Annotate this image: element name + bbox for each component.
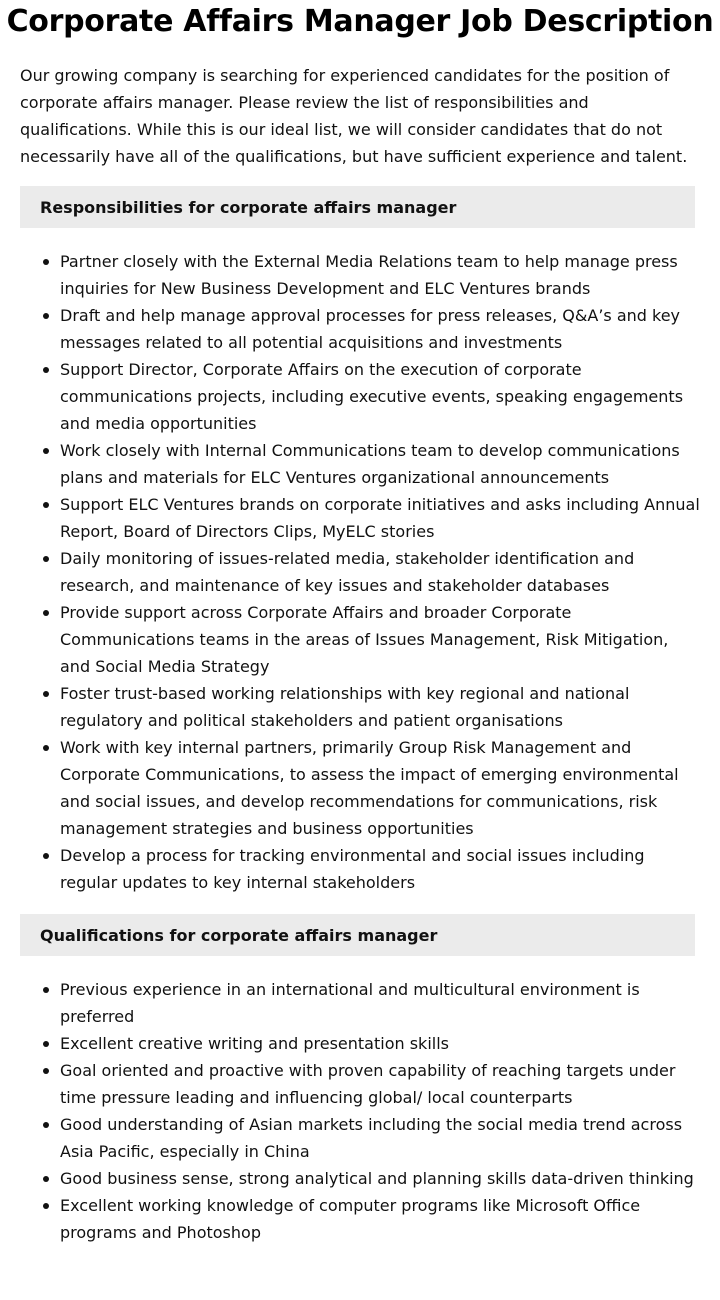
- list-item-text: Partner closely with the External Media Relations team to help manage press inquiries for New Business Development and ELC Ventures brands: [60, 252, 678, 298]
- list-item: [20, 356, 700, 437]
- bullet-icon: [43, 556, 49, 562]
- bullet-icon: [43, 1068, 49, 1074]
- list-item-text: Provide support across Corporate Affairs and broader Corporate Communications teams in the areas of Issues Management, Risk Mitigation, and Social Media Strategy: [60, 603, 669, 676]
- list-item: [20, 1111, 700, 1165]
- list-item-text: Goal oriented and proactive with proven capability of reaching targets under time pressure leading and influencing global/ local counterparts: [60, 1061, 676, 1107]
- bullet-icon: [43, 853, 49, 859]
- list-item-text: Develop a process for tracking environmental and social issues including regular updates to key internal stakeholders: [60, 846, 645, 892]
- list-item-text: Draft and help manage approval processes for press releases, Q&A’s and key messages related to all potential acquisitions and investments: [60, 306, 681, 352]
- bullet-icon: [43, 1122, 49, 1128]
- list-item: [20, 545, 700, 599]
- page-title: Corporate Affairs Manager Job Description: [6, 4, 714, 39]
- list-item-text: Excellent creative writing and presentation skills: [60, 1034, 449, 1053]
- bullet-icon: [43, 1203, 49, 1209]
- responsibilities-heading: Responsibilities for corporate affairs manager: [40, 197, 457, 217]
- list-item: [20, 437, 700, 491]
- list-item: [20, 734, 700, 842]
- bullet-icon: [43, 745, 49, 751]
- bullet-icon: [43, 259, 49, 265]
- list-item: [20, 1030, 700, 1057]
- qualifications-section-header: [20, 914, 695, 956]
- list-item: [20, 491, 700, 545]
- list-item-text: Support ELC Ventures brands on corporate initiatives and asks including Annual Report, Board of Directors Clips, MyELC stories: [60, 495, 700, 541]
- qualifications-list: [20, 976, 700, 1246]
- list-item: [20, 976, 700, 1030]
- qualifications-heading: Qualifications for corporate affairs manager: [40, 925, 438, 945]
- responsibilities-section-header: [20, 186, 695, 228]
- list-item-text: Previous experience in an international and multicultural environment is preferred: [60, 980, 640, 1026]
- bullet-icon: [43, 610, 49, 616]
- bullet-icon: [43, 1041, 49, 1047]
- bullet-icon: [43, 987, 49, 993]
- bullet-icon: [43, 448, 49, 454]
- list-item-text: Excellent working knowledge of computer programs like Microsoft Office programs and Photoshop: [60, 1196, 641, 1242]
- bullet-icon: [43, 691, 49, 697]
- list-item: [20, 599, 700, 680]
- list-item-text: Work closely with Internal Communications team to develop communications plans and materials for ELC Ventures organizational announcements: [60, 441, 680, 487]
- list-item-text: Daily monitoring of issues-related media, stakeholder identification and research, and maintenance of key issues and stakeholder databases: [60, 549, 635, 595]
- bullet-icon: [43, 502, 49, 508]
- list-item-text: Good understanding of Asian markets including the social media trend across Asia Pacific, especially in China: [60, 1115, 683, 1161]
- responsibilities-list: [20, 248, 700, 896]
- list-item: [20, 302, 700, 356]
- list-item: [20, 842, 700, 896]
- list-item: [20, 1165, 700, 1192]
- list-item-text: Support Director, Corporate Affairs on the execution of corporate communications projects, including executive events, speaking engagements and media opportunities: [60, 360, 684, 433]
- list-item-text: Work with key internal partners, primarily Group Risk Management and Corporate Communications, to assess the impact of emerging environmental and social issues, and develop recommendations for communications, risk management strategies and business opportunities: [60, 738, 679, 838]
- list-item: [20, 1057, 700, 1111]
- bullet-icon: [43, 1176, 49, 1182]
- list-item: [20, 680, 700, 734]
- intro-paragraph: Our growing company is searching for experienced candidates for the position of corporate affairs manager. Please review the list of responsibilities and qualifications. While this is our ideal list, we will consider candidates that do not necessarily have all of the qualifications, but have sufficient experience and talent.: [20, 66, 688, 166]
- bullet-icon: [43, 313, 49, 319]
- list-item: [20, 1192, 700, 1246]
- list-item-text: Foster trust-based working relationships with key regional and national regulatory and political stakeholders and patient organisations: [60, 684, 630, 730]
- list-item-text: Good business sense, strong analytical and planning skills data-driven thinking: [60, 1169, 694, 1188]
- list-item: [20, 248, 700, 302]
- bullet-icon: [43, 367, 49, 373]
